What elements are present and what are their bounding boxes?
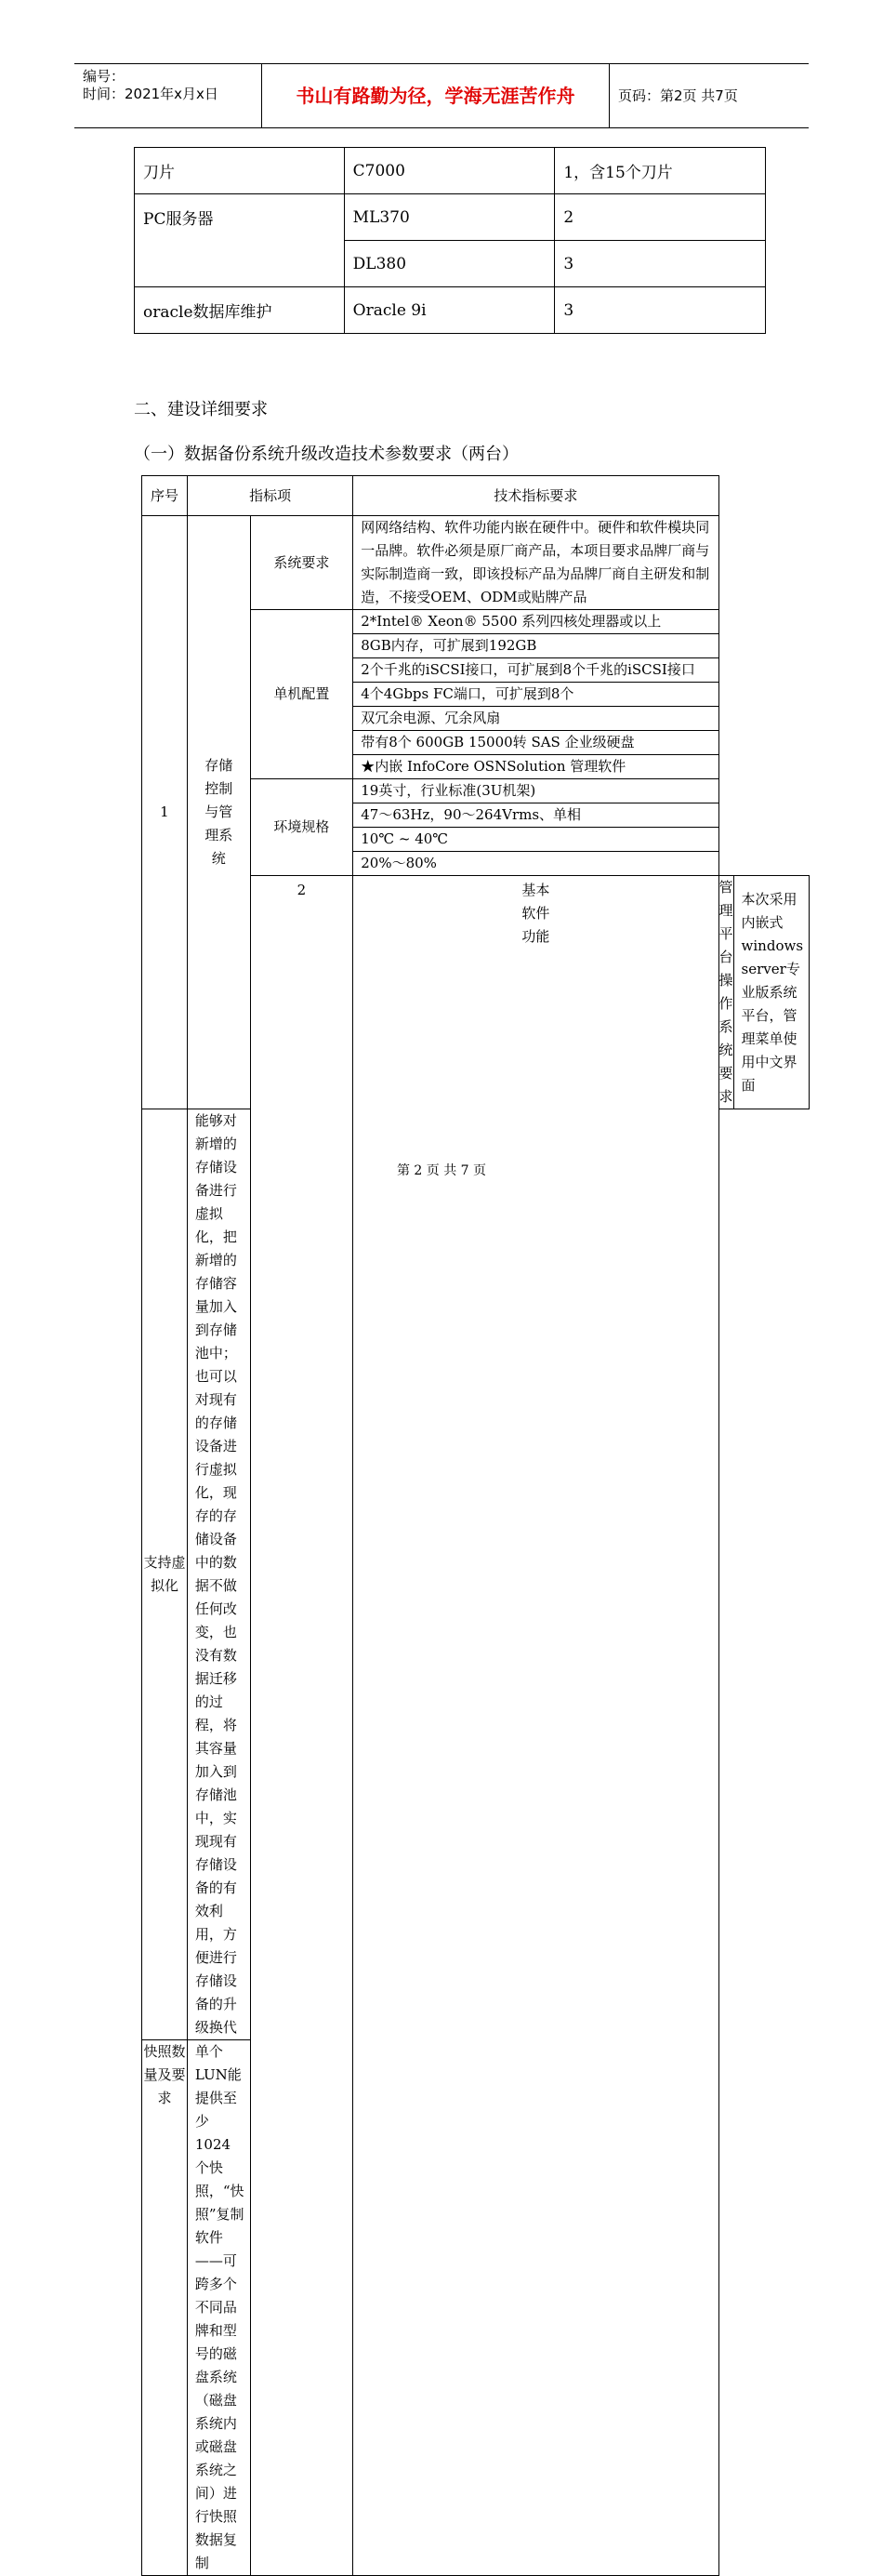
header-no: 序号: [142, 476, 188, 516]
equipment-table: [134, 147, 766, 334]
req-cell: ★内嵌 InfoCore OSNSolution 管理软件: [353, 755, 718, 779]
page-header: [74, 63, 809, 128]
req-cell: 10℃ ~ 40℃: [353, 828, 718, 852]
subitem-name: 管理平台操作 系统要求: [718, 876, 733, 1109]
req-cell: 带有8个 600GB 15000转 SAS 企业级硬盘: [353, 731, 718, 755]
section-title: 二、建设详细要求: [134, 400, 268, 419]
cell-qty: 3: [555, 287, 766, 334]
table-row: [135, 287, 766, 334]
subitem-name: 系统要求: [250, 516, 353, 610]
group-no: 1: [142, 516, 188, 1109]
cell-qty: 1，含15个刀片: [555, 148, 766, 194]
cell-model: C7000: [344, 148, 555, 194]
header-meta: [74, 64, 262, 127]
cell-qty: 2: [555, 194, 766, 241]
subitem-name: 支持虚拟化: [142, 1109, 188, 2040]
subsection-title: （一）数据备份系统升级改造技术参数要求（两台）: [134, 445, 519, 464]
table-row: [142, 516, 810, 610]
spec-table: [141, 475, 810, 2576]
header-page-label: 页码：第2页 共7页: [618, 87, 738, 104]
table-row: [135, 194, 766, 241]
req-cell: 4个4Gbps FC端口，可扩展到8个: [353, 683, 718, 707]
time-label: 时间：2021年x月x日: [83, 86, 218, 102]
cell-model: Oracle 9i: [344, 287, 555, 334]
header-motto: 书山有路勤为径，学海无涯苦作舟: [262, 64, 610, 127]
subitem-name: 环境规格: [250, 779, 353, 876]
req-cell: 2个千兆的iSCSI接口，可扩展到8个千兆的iSCSI接口: [353, 658, 718, 683]
req-cell: 8GB内存，可扩展到192GB: [353, 634, 718, 658]
subitem-name: 单机配置: [250, 610, 353, 779]
cell-item: oracle数据库维护: [135, 287, 345, 334]
group-category: 基本 软件 功能: [353, 876, 718, 2576]
req-cell: 20%～80%: [353, 852, 718, 876]
serial-label: 编号：: [83, 68, 125, 85]
page-footer: 第 2 页 共 7 页: [396, 1163, 487, 1178]
cell-qty: 3: [555, 241, 766, 287]
cell-item: 刀片: [135, 148, 345, 194]
req-cell: 网网络结构、软件功能内嵌在硬件中。硬件和软件模块同一品牌。软件必须是原厂商产品，本项目要求品牌厂商与实际制造商一致，即该投标产品为品牌厂商自主研发和制造，不接受OEM、ODM或贴牌产品: [353, 516, 718, 610]
group-category: 存储 控制 与管 理系 统: [187, 516, 250, 1109]
req-cell: 19英寸，行业标准(3U机架): [353, 779, 718, 803]
table-row: [135, 148, 766, 194]
req-cell: 能够对新增的存储设备进行虚拟化，把新增的存储容量加入到存储池中；也可以对现有的存储设备进行虚拟化，现存的存储设备中的数据不做任何改变，也没有数据迁移的过程，将其容量加入到存储池中，实现现有存储设备的有效利用，方便进行存储设备的升级换代: [187, 1109, 250, 2040]
req-cell: 本次采用内嵌式windows server专业版系统平台，管理菜单使用中文界面: [733, 876, 809, 1109]
req-cell: 2*Intel® Xeon® 5500 系列四核处理器或以上: [353, 610, 718, 634]
req-cell: 单个LUN能提供至少1024个快照，“快照”复制软件——可跨多个不同品牌和型号的磁盘系统（磁盘系统内或磁盘系统之间）进行快照数据复制: [187, 2040, 250, 2576]
cell-model: DL380: [344, 241, 555, 287]
table-header-row: [142, 476, 810, 516]
header-req: 技术指标要求: [353, 476, 718, 516]
cell-model: ML370: [344, 194, 555, 241]
req-cell: 双冗余电源、冗余风扇: [353, 707, 718, 731]
group-no: 2: [250, 876, 353, 2576]
subitem-name: 快照数量及要 求: [142, 2040, 188, 2576]
header-index: 指标项: [187, 476, 352, 516]
req-cell: 47～63Hz，90～264Vrms、单相: [353, 803, 718, 828]
cell-item: PC服务器: [135, 194, 345, 287]
